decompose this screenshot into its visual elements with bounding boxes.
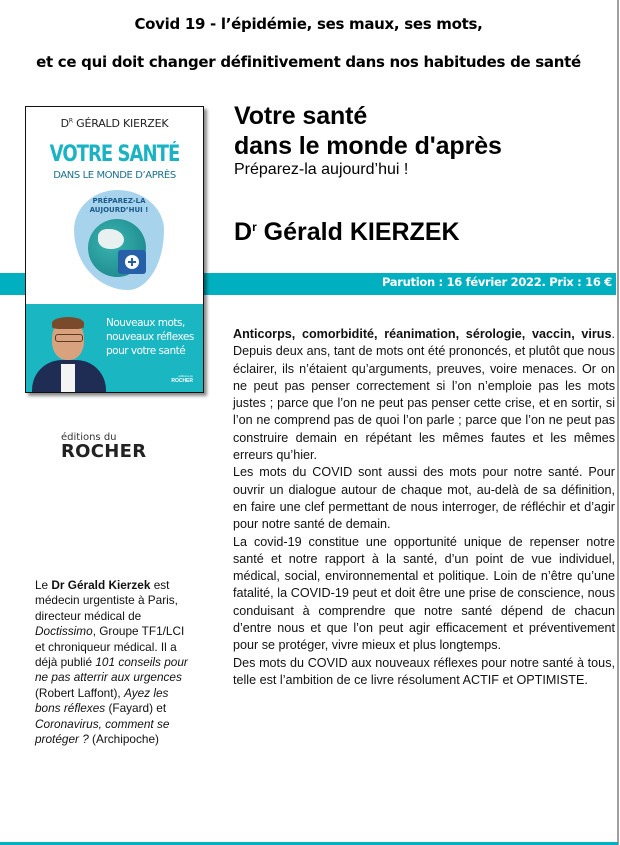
cover-author-name: GÉRALD KIERZEK xyxy=(72,117,169,130)
bio-text: (Archipoche) xyxy=(88,732,159,747)
cover-author-sup: R xyxy=(68,117,73,125)
bio-text: Le xyxy=(35,578,52,592)
book-subtitle: Préparez-la aujourd’hui ! xyxy=(234,161,409,178)
cover-author-prefix: D xyxy=(60,117,69,130)
cover-slogan-line-2: nouveaux réflexes xyxy=(106,331,194,343)
cover-publisher-logo xyxy=(171,374,193,384)
book-description xyxy=(233,326,615,689)
bio-book-title: 101 conseils pour ne pas atterrir aux urgences xyxy=(35,655,188,685)
cover-subtitle: DANS LE MONDE D’APRÈS xyxy=(53,170,176,181)
bio-author-name: Dr Gérald Kierzek xyxy=(51,578,151,592)
book-cover xyxy=(25,106,204,393)
book-author xyxy=(234,218,460,247)
cover-author xyxy=(26,117,203,130)
header-line-2: et ce qui doit changer définitivement dans nos habitudes de santé xyxy=(36,53,581,71)
cover-slogan xyxy=(106,316,201,358)
bio-book-title: Ayez les bons réflexes xyxy=(35,685,169,716)
description-paragraph-3: La covid-19 constitue une opportunité unique de repenser notre santé et notre rapport à la santé, d’un point de vue individuel, médical, social, environnemental et politique. Loin de n’être qu’une fatalité, la COVID-19 peut et doit être une prise de conscience, nous conduisant à comprendre que notre santé dépend de chacun d’entre nous et que l’on peut agir efficacement et préventivement pour se protéger, vivre mieux et plus longtemps. xyxy=(233,534,615,653)
author-photo xyxy=(28,314,106,392)
cover-title: VOTRE SANTÉ xyxy=(49,142,180,167)
cover-publisher-name: ROCHER xyxy=(171,378,193,384)
description-paragraph-4: Des mots du COVID aux nouveaux réflexes pour notre santé à tous, telle est l’ambition de ce livre résolument ACTIF et OPTIMISTE. xyxy=(233,655,615,687)
publisher-editions: éditions du xyxy=(61,432,117,443)
author-bio xyxy=(35,578,195,747)
description-paragraph-2: Les mots du COVID sont aussi des mots pour notre santé. Pour ouvrir un dialogue autour de chaque mot, au-delà de sa définition, en faire une clef permettant de nous interroger, de réfléchir et d’agir pour notre santé de demain. xyxy=(233,465,615,532)
header-line-1: Covid 19 - l’épidémie, ses maux, ses mots, xyxy=(134,15,483,33)
bio-book-title: Coronavirus, comment se protéger ? xyxy=(35,716,170,747)
publisher-name: ROCHER xyxy=(61,441,147,462)
author-sup: r xyxy=(252,220,257,234)
author-name: Gérald KIERZEK xyxy=(256,218,460,246)
bio-text: (Fayard) et xyxy=(105,701,167,716)
page-right-border xyxy=(617,0,619,845)
cover-publisher-small: éditions du xyxy=(178,374,193,378)
release-info: Parution : 16 février 2022. Prix : 16 € xyxy=(381,275,612,289)
book-title-line-1: Votre santé xyxy=(234,102,368,130)
description-paragraph-1 xyxy=(233,326,615,464)
paragraph-text: . Depuis deux ans, tant de mots ont été prononcés, et plutôt que nous éclairer, ils n’étaient qu’arguments, preuves, voire menaces. Or on ne peut pas penser correctement si l’on n’emploie pas les mots justes ; parce que l’on ne peut pas penser cette crise, et en sortir, si l’on ne comprend pas de quoi l’on parle ; parce que l’on ne peut pas construire demain en répétant les mêmes fautes et les mêmes erreurs qu’hier. xyxy=(233,327,615,463)
cover-bubble-line-1: PRÉPAREZ-LA xyxy=(92,197,146,205)
bio-text: (Robert Laffont), xyxy=(35,685,124,700)
author-prefix: D xyxy=(234,218,253,246)
cover-bottom-panel xyxy=(26,304,203,392)
bio-text: est médecin urgentiste à Paris, directeur médical de xyxy=(35,578,178,623)
book-title-line-2: dans le monde d'après xyxy=(234,132,502,160)
first-aid-kit-icon xyxy=(118,250,146,274)
cover-slogan-line-1: Nouveaux mots, xyxy=(106,317,185,329)
cover-bubble-text xyxy=(74,197,164,215)
keywords: Anticorps, comorbidité, réanimation, sérologie, vaccin, virus xyxy=(233,327,612,341)
cover-bubble-line-2: AUJOURD’HUI ! xyxy=(89,206,149,214)
publisher-logo xyxy=(61,432,146,462)
bio-doctissimo: Doctissimo xyxy=(35,624,93,639)
book-title-block xyxy=(234,101,502,179)
bio-text: , Groupe TF1/LCI et chroniqueur médical. Il a déjà publié xyxy=(35,624,185,670)
cover-slogan-line-3: pour votre santé xyxy=(106,345,186,357)
